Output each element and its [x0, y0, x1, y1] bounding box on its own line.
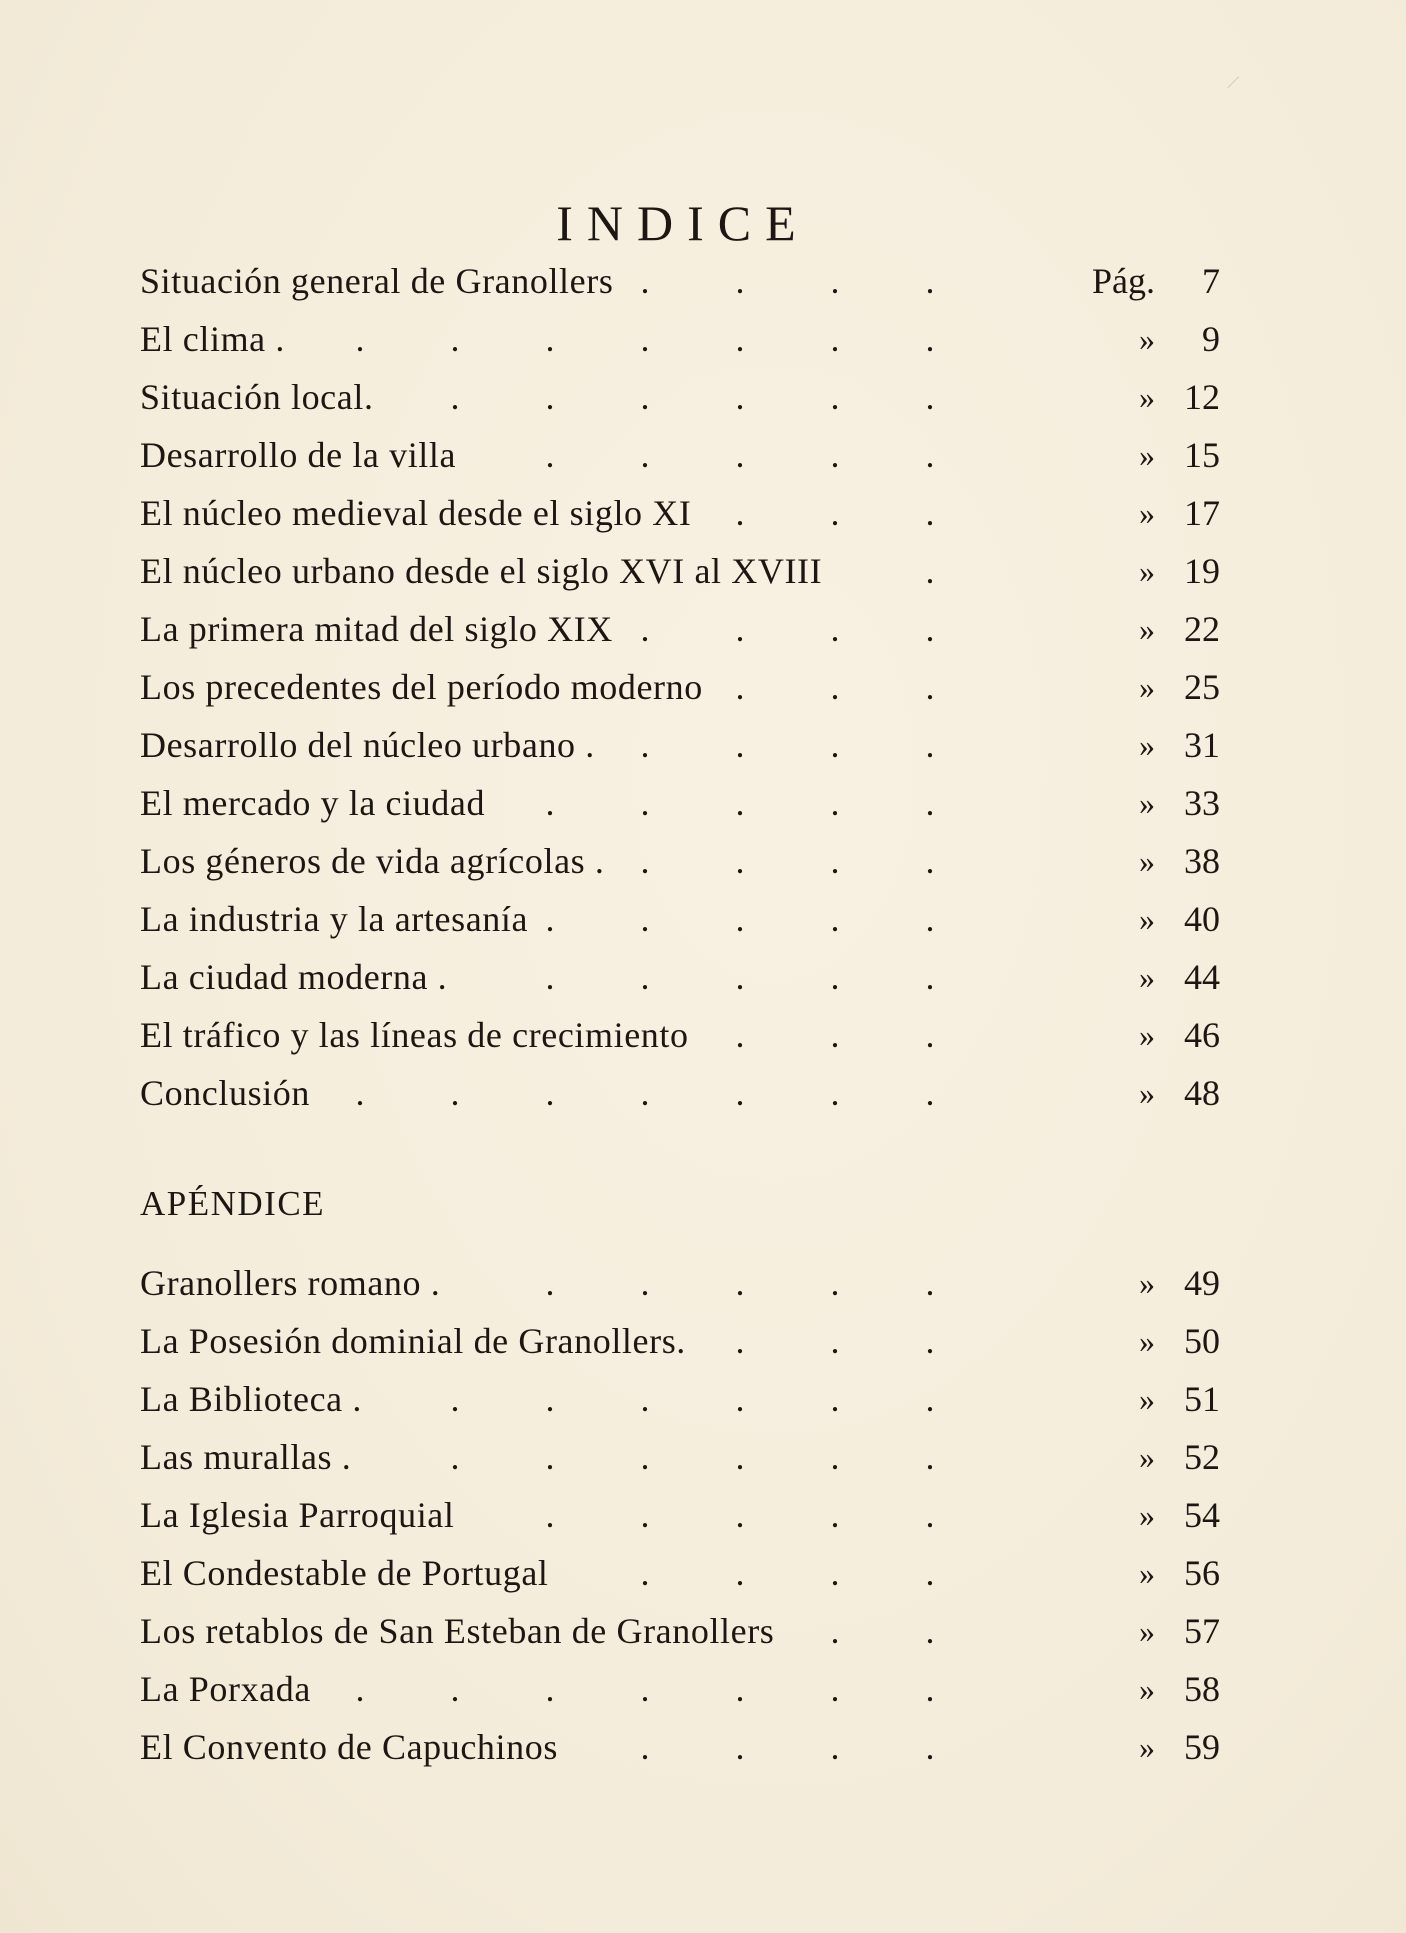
leader-dot: . — [735, 319, 745, 359]
leader-dot: . — [925, 899, 935, 939]
leader-dot: . — [925, 783, 935, 823]
dot-leader — [140, 1602, 1010, 1660]
leader-dot: . — [355, 1669, 365, 1709]
toc-entry — [140, 310, 1220, 368]
leader-dot: . — [545, 1669, 555, 1709]
dot-leader — [140, 1428, 1010, 1486]
toc-entry — [140, 368, 1220, 426]
toc-entry-title: El núcleo urbano desde el siglo XVI al XVIII — [140, 551, 823, 591]
appendix-entry-marker: » — [1139, 1323, 1155, 1359]
dot-leader — [140, 948, 1010, 1006]
toc-entry-title: La primera mitad del siglo XIX — [140, 609, 613, 649]
leader-dot: . — [640, 261, 650, 301]
leader-dot: . — [735, 377, 745, 417]
toc-entry-title: El tráfico y las líneas de crecimiento — [140, 1015, 689, 1055]
toc-entry-marker: » — [1139, 553, 1155, 589]
appendix-entry-marker: » — [1139, 1729, 1155, 1765]
appendix-entry-title: Las murallas . — [140, 1437, 352, 1477]
toc-entry-marker: » — [1139, 727, 1155, 763]
leader-dot: . — [830, 261, 840, 301]
leader-dot: . — [640, 1073, 650, 1113]
toc-entry-marker: » — [1139, 495, 1155, 531]
leader-dot: . — [450, 1437, 460, 1477]
toc-entry-page: 7 — [1202, 261, 1220, 301]
leader-dot: . — [735, 1015, 745, 1055]
toc-entry-page: 19 — [1184, 551, 1220, 591]
leader-dot: . — [735, 1379, 745, 1419]
leader-dot: . — [735, 899, 745, 939]
leader-dot: . — [830, 957, 840, 997]
dot-leader — [140, 310, 1010, 368]
toc-entry — [140, 600, 1220, 658]
leader-dot: . — [830, 493, 840, 533]
appendix-entry-marker: » — [1139, 1555, 1155, 1591]
dot-leader — [140, 1312, 1010, 1370]
dot-leader — [140, 1544, 1010, 1602]
leader-dot: . — [925, 377, 935, 417]
leader-dot: . — [640, 1379, 650, 1419]
appendix-entry-page: 57 — [1184, 1611, 1220, 1651]
leader-dot: . — [545, 783, 555, 823]
toc-entry-marker: » — [1139, 669, 1155, 705]
toc-entry-marker: » — [1139, 321, 1155, 357]
appendix-entry — [140, 1544, 1220, 1602]
leader-dot: . — [830, 1379, 840, 1419]
toc-entry-marker: » — [1139, 843, 1155, 879]
appendix-entry — [140, 1312, 1220, 1370]
leader-dot: . — [640, 725, 650, 765]
paper-mark — [1227, 76, 1239, 88]
toc-entry-page: 44 — [1184, 957, 1220, 997]
leader-dot: . — [545, 377, 555, 417]
leader-dot: . — [450, 319, 460, 359]
toc-entry-page: 40 — [1184, 899, 1220, 939]
appendix-entry — [140, 1660, 1220, 1718]
leader-dot: . — [925, 1321, 935, 1361]
toc-entry — [140, 716, 1220, 774]
toc-entry-title: Los géneros de vida agrícolas . — [140, 841, 605, 881]
toc-entry-title: Los precedentes del período moderno — [140, 667, 703, 707]
appendix-entry-page: 52 — [1184, 1437, 1220, 1477]
leader-dot: . — [545, 1263, 555, 1303]
leader-dot: . — [735, 1553, 745, 1593]
leader-dot: . — [640, 841, 650, 881]
appendix-entry-marker: » — [1139, 1265, 1155, 1301]
table-of-contents — [140, 252, 1220, 1122]
dot-leader — [140, 1006, 1010, 1064]
leader-dot: . — [735, 1437, 745, 1477]
dot-leader — [140, 600, 1010, 658]
dot-leader — [140, 890, 1010, 948]
leader-dot: . — [830, 377, 840, 417]
leader-dot: . — [640, 1553, 650, 1593]
leader-dot: . — [925, 435, 935, 475]
leader-dot: . — [830, 435, 840, 475]
leader-dot: . — [450, 1073, 460, 1113]
appendix-entry-page: 56 — [1184, 1553, 1220, 1593]
toc-entry — [140, 484, 1220, 542]
leader-dot: . — [355, 1073, 365, 1113]
leader-dot: . — [735, 261, 745, 301]
toc-entry-page: 38 — [1184, 841, 1220, 881]
toc-entry-page: 15 — [1184, 435, 1220, 475]
toc-entry-marker: » — [1139, 611, 1155, 647]
toc-entry-page: 25 — [1184, 667, 1220, 707]
dot-leader — [140, 1660, 1010, 1718]
dot-leader — [140, 368, 1010, 426]
appendix-entry-marker: » — [1139, 1381, 1155, 1417]
leader-dot: . — [545, 319, 555, 359]
dot-leader — [140, 252, 1010, 310]
leader-dot: . — [830, 899, 840, 939]
appendix-entry-title: Los retablos de San Esteban de Granollers — [140, 1611, 775, 1651]
appendix-entry-title: Granollers romano . — [140, 1263, 441, 1303]
leader-dot: . — [925, 1553, 935, 1593]
toc-entry-title: El mercado y la ciudad — [140, 783, 486, 823]
leader-dot: . — [640, 1263, 650, 1303]
appendix-heading: APÉNDICE — [140, 1184, 326, 1223]
toc-entry-marker: » — [1139, 901, 1155, 937]
leader-dot: . — [640, 1669, 650, 1709]
toc-entry-title: Desarrollo del núcleo urbano . — [140, 725, 595, 765]
leader-dot: . — [640, 435, 650, 475]
appendix-entry-marker: » — [1139, 1439, 1155, 1475]
dot-leader — [140, 716, 1010, 774]
toc-entry-page: 48 — [1184, 1073, 1220, 1113]
leader-dot: . — [735, 725, 745, 765]
leader-dot: . — [830, 319, 840, 359]
leader-dot: . — [925, 1611, 935, 1651]
leader-dot: . — [640, 1495, 650, 1535]
appendix-entry-page: 59 — [1184, 1727, 1220, 1767]
toc-entry-title: El clima . — [140, 319, 285, 359]
toc-entry — [140, 542, 1220, 600]
dot-leader — [140, 1486, 1010, 1544]
toc-entry-page: 12 — [1184, 377, 1220, 417]
appendix-entry-marker: » — [1139, 1613, 1155, 1649]
leader-dot: . — [640, 319, 650, 359]
toc-entry-title: La ciudad moderna . — [140, 957, 448, 997]
toc-entry-page: 22 — [1184, 609, 1220, 649]
appendix-entry-title: La Porxada — [140, 1669, 311, 1709]
toc-entry — [140, 948, 1220, 1006]
leader-dot: . — [545, 1379, 555, 1419]
leader-dot: . — [735, 667, 745, 707]
appendix-entry-title: El Convento de Capuchinos — [140, 1727, 558, 1767]
leader-dot: . — [735, 609, 745, 649]
leader-dot: . — [735, 1073, 745, 1113]
appendix-entry-page: 50 — [1184, 1321, 1220, 1361]
toc-entry — [140, 890, 1220, 948]
toc-entry-page: 31 — [1184, 725, 1220, 765]
dot-leader — [140, 1370, 1010, 1428]
leader-dot: . — [640, 783, 650, 823]
leader-dot: . — [545, 957, 555, 997]
toc-entry-page: 33 — [1184, 783, 1220, 823]
toc-entry-title: Situación general de Granollers — [140, 261, 614, 301]
toc-entry-marker: » — [1139, 785, 1155, 821]
toc-entry-page: 46 — [1184, 1015, 1220, 1055]
leader-dot: . — [830, 1553, 840, 1593]
leader-dot: . — [355, 319, 365, 359]
leader-dot: . — [925, 725, 935, 765]
toc-entry-page: 9 — [1202, 319, 1220, 359]
index-title: INDICE — [556, 194, 810, 251]
toc-entry — [140, 1006, 1220, 1064]
appendix-entry-title: La Iglesia Parroquial — [140, 1495, 455, 1535]
leader-dot: . — [735, 1669, 745, 1709]
appendix-entry-page: 49 — [1184, 1263, 1220, 1303]
leader-dot: . — [925, 551, 935, 591]
toc-entry — [140, 832, 1220, 890]
leader-dot: . — [830, 1321, 840, 1361]
leader-dot: . — [925, 1495, 935, 1535]
leader-dot: . — [925, 1727, 935, 1767]
leader-dot: . — [925, 1379, 935, 1419]
leader-dot: . — [925, 1015, 935, 1055]
leader-dot: . — [925, 1073, 935, 1113]
leader-dot: . — [830, 1437, 840, 1477]
appendix-entry — [140, 1370, 1220, 1428]
toc-entry-marker: » — [1139, 1017, 1155, 1053]
toc-entry-title: La industria y la artesanía — [140, 899, 529, 939]
dot-leader — [140, 426, 1010, 484]
leader-dot: . — [830, 1669, 840, 1709]
toc-entry — [140, 426, 1220, 484]
appendix-entry — [140, 1254, 1220, 1312]
leader-dot: . — [640, 899, 650, 939]
leader-dot: . — [735, 435, 745, 475]
leader-dot: . — [640, 1437, 650, 1477]
toc-entry-title: Desarrollo de la villa — [140, 435, 457, 475]
leader-dot: . — [545, 435, 555, 475]
leader-dot: . — [545, 1437, 555, 1477]
toc-entry-page: 17 — [1184, 493, 1220, 533]
dot-leader — [140, 1254, 1010, 1312]
leader-dot: . — [925, 609, 935, 649]
leader-dot: . — [640, 957, 650, 997]
leader-dot: . — [925, 1263, 935, 1303]
leader-dot: . — [545, 1073, 555, 1113]
leader-dot: . — [545, 1495, 555, 1535]
leader-dot: . — [735, 1727, 745, 1767]
toc-entry-marker: » — [1139, 959, 1155, 995]
appendix-entry-title: El Condestable de Portugal — [140, 1553, 549, 1593]
toc-entry-marker: » — [1139, 437, 1155, 473]
toc-entry-marker: » — [1139, 379, 1155, 415]
toc-entry-title: Situación local. — [140, 377, 374, 417]
dot-leader — [140, 832, 1010, 890]
appendix-entry-title: La Posesión dominial de Granollers. — [140, 1321, 686, 1361]
appendix-entry — [140, 1718, 1220, 1776]
appendix-entry-page: 51 — [1184, 1379, 1220, 1419]
leader-dot: . — [735, 841, 745, 881]
appendix-entry-page: 58 — [1184, 1669, 1220, 1709]
appendix-contents — [140, 1254, 1220, 1776]
toc-entry-title: El núcleo medieval desde el siglo XI — [140, 493, 692, 533]
dot-leader — [140, 1064, 1010, 1122]
toc-entry-marker: » — [1139, 1075, 1155, 1111]
leader-dot: . — [925, 841, 935, 881]
dot-leader — [140, 542, 1010, 600]
toc-entry — [140, 774, 1220, 832]
leader-dot: . — [830, 667, 840, 707]
leader-dot: . — [925, 667, 935, 707]
appendix-entry — [140, 1486, 1220, 1544]
dot-leader — [140, 484, 1010, 542]
toc-entry — [140, 1064, 1220, 1122]
leader-dot: . — [830, 1263, 840, 1303]
leader-dot: . — [830, 1495, 840, 1535]
leader-dot: . — [925, 493, 935, 533]
leader-dot: . — [925, 957, 935, 997]
leader-dot: . — [925, 261, 935, 301]
dot-leader — [140, 1718, 1010, 1776]
toc-entry-marker: Pág. — [1092, 261, 1155, 301]
leader-dot: . — [735, 1263, 745, 1303]
leader-dot: . — [450, 377, 460, 417]
leader-dot: . — [925, 1437, 935, 1477]
toc-entry — [140, 658, 1220, 716]
appendix-entry — [140, 1428, 1220, 1486]
leader-dot: . — [830, 1015, 840, 1055]
leader-dot: . — [830, 1073, 840, 1113]
leader-dot: . — [450, 1669, 460, 1709]
leader-dot: . — [830, 841, 840, 881]
leader-dot: . — [925, 1669, 935, 1709]
toc-entry-title: Conclusión — [140, 1073, 311, 1113]
appendix-entry-marker: » — [1139, 1671, 1155, 1707]
leader-dot: . — [735, 1495, 745, 1535]
leader-dot: . — [640, 609, 650, 649]
leader-dot: . — [735, 783, 745, 823]
leader-dot: . — [830, 725, 840, 765]
leader-dot: . — [925, 319, 935, 359]
leader-dot: . — [735, 957, 745, 997]
leader-dot: . — [450, 1379, 460, 1419]
leader-dot: . — [830, 609, 840, 649]
leader-dot: . — [830, 1727, 840, 1767]
leader-dot: . — [640, 377, 650, 417]
leader-dot: . — [830, 783, 840, 823]
appendix-entry-title: La Biblioteca . — [140, 1379, 362, 1419]
leader-dot: . — [830, 1611, 840, 1651]
appendix-entry — [140, 1602, 1220, 1660]
dot-leader — [140, 658, 1010, 716]
toc-entry — [140, 252, 1220, 310]
leader-dot: . — [545, 899, 555, 939]
dot-leader — [140, 774, 1010, 832]
leader-dot: . — [735, 493, 745, 533]
leader-dot: . — [735, 1321, 745, 1361]
appendix-entry-marker: » — [1139, 1497, 1155, 1533]
appendix-entry-page: 54 — [1184, 1495, 1220, 1535]
leader-dot: . — [640, 1727, 650, 1767]
